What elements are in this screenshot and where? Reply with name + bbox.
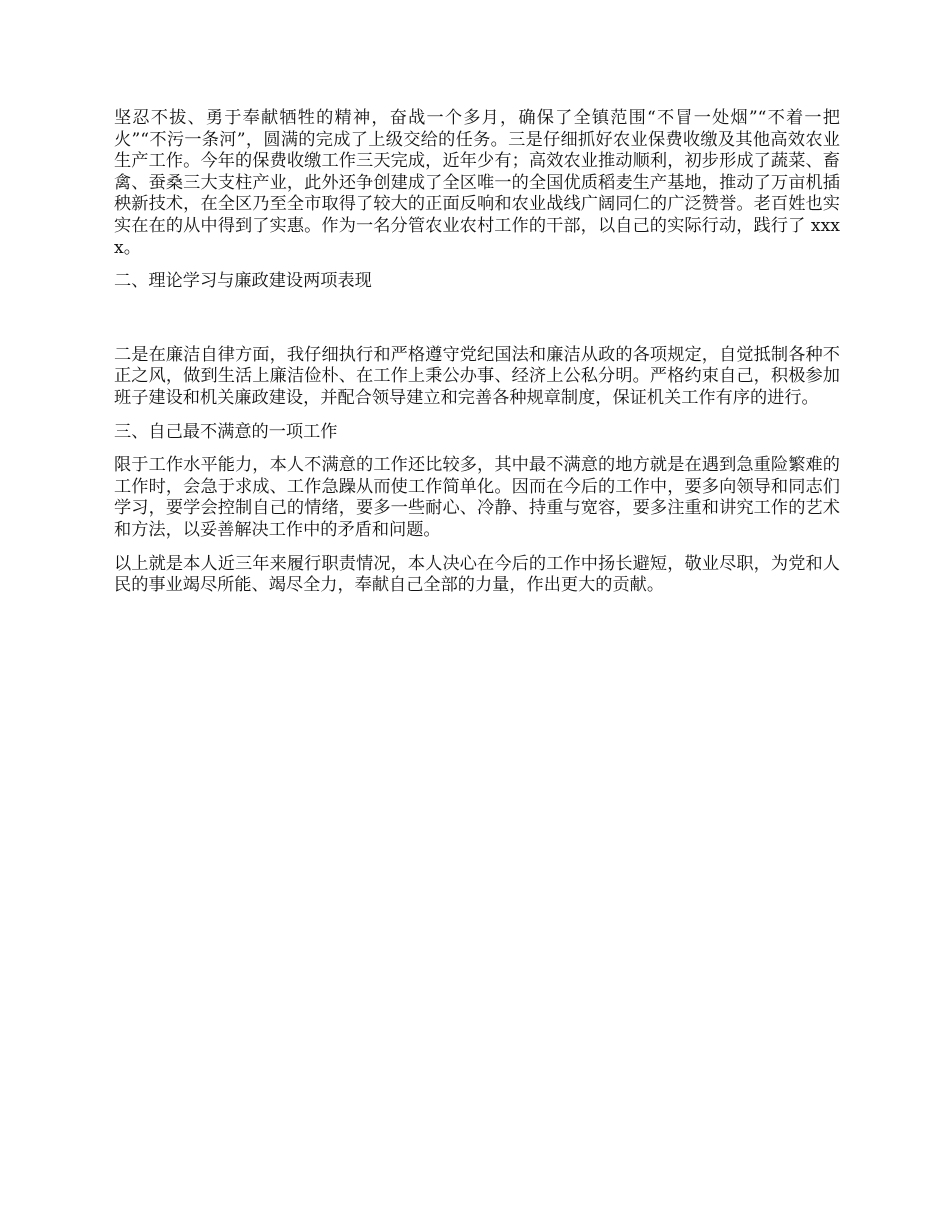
paragraph-conclusion: 以上就是本人近三年来履行职责情况，本人决心在今后的工作中扬长避短，敬业尽职，为党和人民的事业竭尽所能、竭尽全力，奉献自己全部的力量，作出更大的贡献。 (114, 553, 840, 596)
document-body (114, 108, 840, 609)
paragraph-integrity: 二是在廉洁自律方面，我仔细执行和严格遵守党纪国法和廉洁从政的各项规定，自觉抵制各种不正之风，做到生活上廉洁俭朴、在工作上秉公办事、经济上公私分明。严格约束自己，积极参加班子建设和机关廉政建设，并配合领导建立和完善各种规章制度，保证机关工作有序的进行。 (114, 344, 840, 408)
blank-gap (114, 305, 840, 345)
section-heading-unsatisfied-work: 三、自己最不满意的一项工作 (114, 421, 338, 442)
paragraph-work-achievements: 坚忍不拔、勇于奉献牺牲的精神，奋战一个多月，确保了全镇范围“不冒一处烟”“不着一把火”“不污一条河”，圆满的完成了上级交给的任务。三是仔细抓好农业保费收缴及其他高效农业生产工作。今年的保费收缴工作三天完成，近年少有；高效农业推动顺利，初步形成了蔬菜、畜禽、蚕桑三大支柱产业，此外还争创建成了全区唯一的全国优质稻麦生产基地，推动了万亩机插秧新技术，在全区乃至全市取得了较大的正面反响和农业战线广阔同仁的广泛赞誉。老百姓也实实在在的从中得到了实惠。作为一名分管农业农村工作的干部，以自己的实际行动，践行了 xxxx。 (114, 108, 840, 258)
paragraph-shortcomings: 限于工作水平能力，本人不满意的工作还比较多，其中最不满意的地方就是在遇到急重险繁难的工作时，会急于求成、工作急躁从而使工作简单化。因而在今后的工作中，要多向领导和同志们学习，要学会控制自己的情绪，要多一些耐心、冷静、持重与宽容，要多注重和讲究工作的艺术和方法，以妥善解决工作中的矛盾和问题。 (114, 455, 840, 540)
section-heading-theory-integrity: 二、理论学习与廉政建设两项表现 (114, 271, 372, 292)
